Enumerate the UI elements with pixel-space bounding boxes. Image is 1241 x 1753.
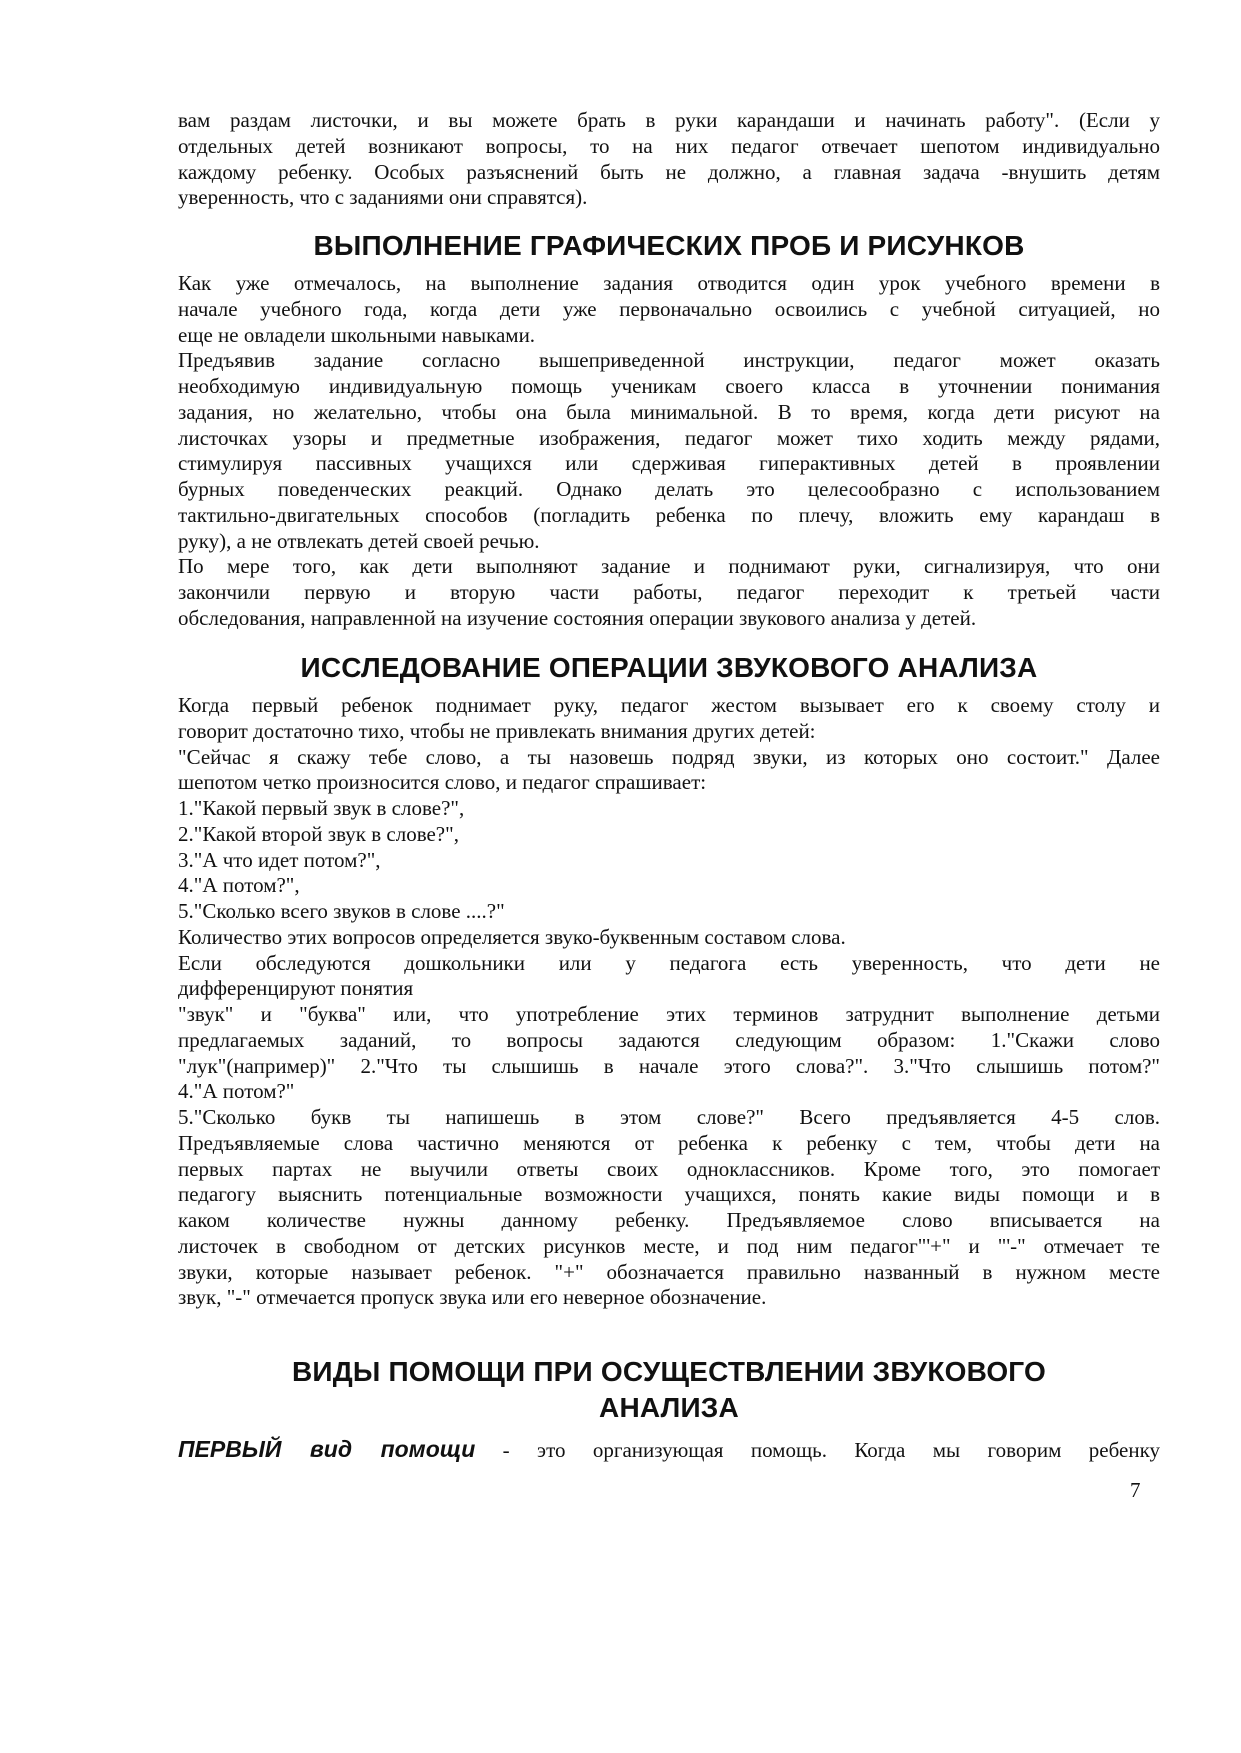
text-line: 2."Какой второй звук в слове?", — [178, 821, 459, 846]
text-line: 4."А потом?" — [178, 1079, 295, 1104]
section-heading-help-types-2: АНАЛИЗА — [599, 1392, 739, 1423]
text-line: листочек в свободном от детских рисунков месте, и под ним педагог"'+" и "'-" отмечает те — [178, 1233, 1160, 1258]
text-line: дифференцируют понятия — [178, 976, 414, 1001]
text-line: руку), а не отвлекать детей своей речью. — [178, 528, 540, 553]
text-line: листочках узоры и предметные изображения, педагог может тихо ходить между рядами, — [178, 425, 1160, 450]
text-line: вам раздам листочки, и вы можете брать в руки карандаши и начинать работу". (Если у — [178, 108, 1160, 132]
text-line: уверенность, что с заданиями они справятся). — [178, 185, 588, 210]
text-line: "Сейчас я скажу тебе слово, а ты назовешь подряд звуки, из которых оно состоит." Далее — [178, 744, 1160, 769]
intro-paragraph — [178, 108, 1160, 211]
text-line: говорит достаточно тихо, чтобы не привлекать внимания других детей: — [178, 718, 816, 743]
text-line: бурных поведенческих реакций. Однако делать это целесообразно с использованием — [178, 477, 1160, 501]
text-line: Количество этих вопросов определяется звуко-буквенным составом слова. — [178, 924, 846, 949]
first-help-type-label: ПЕРВЫЙ вид помощи — [178, 1436, 476, 1462]
text-line: тактильно-двигательных способов (погладить ребенка по плечу, вложить ему карандаш в — [178, 502, 1160, 527]
text-line: Когда первый ребенок поднимает руку, педагог жестом вызывает его к своему столу и — [178, 693, 1160, 717]
text-line: Предъявив задание согласно вышеприведенной инструкции, педагог может оказать — [178, 348, 1160, 373]
text-line: еще не овладели школьными навыками. — [178, 322, 536, 347]
text-line: 5."Сколько всего звуков в слове ....?" — [178, 899, 505, 923]
text-line: начале учебного года, когда дети уже первоначально освоились с учебной ситуацией, но — [178, 296, 1160, 321]
section1-text — [178, 271, 1160, 632]
text-line: обследования, направленной на изучение состояния операции звукового анализа у детей. — [178, 605, 977, 630]
text-line: Как уже отмечалось, на выполнение задания отводится один урок учебного времени в — [178, 271, 1160, 295]
section3-first-line — [178, 1434, 1160, 1464]
text-line: 1."Какой первый звук в слове?", — [178, 796, 465, 820]
section-heading-help-types-1: ВИДЫ ПОМОЩИ ПРИ ОСУЩЕСТВЛЕНИИ ЗВУКОВОГО — [292, 1356, 1046, 1387]
text-line: шепотом четко произносится слово, и педагог спрашивает: — [178, 770, 707, 795]
text-line: звук, "-" отмечается пропуск звука или его неверное обозначение. — [178, 1285, 767, 1310]
first-help-type-text: - это организующая помощь. Когда мы говорим ребенку — [475, 1438, 1160, 1462]
text-line: первых партах не выучили ответы своих одноклассников. Кроме того, это помогает — [178, 1156, 1160, 1181]
text-line: 3."А что идет потом?", — [178, 847, 381, 872]
text-line: задания, но желательно, чтобы она была минимальной. В то время, когда дети рисуют на — [178, 399, 1160, 424]
text-line: отдельных детей возникают вопросы, то на них педагог отвечает шепотом индивидуально — [178, 133, 1160, 158]
text-line: педагогу выяснить потенциальные возможности учащихся, понять какие виды помощи и в — [178, 1182, 1160, 1207]
text-line: звуки, которые называет ребенок. "+" обозначается правильно названный в нужном месте — [178, 1259, 1160, 1284]
text-line: каком количестве нужны данному ребенку. Предъявляемое слово вписывается на — [178, 1208, 1160, 1232]
section-heading-graphic-tests: ВЫПОЛНЕНИЕ ГРАФИЧЕСКИХ ПРОБ И РИСУНКОВ — [313, 230, 1025, 261]
section2-text — [178, 693, 1160, 1311]
text-line: По мере того, как дети выполняют задание и поднимают руки, сигнализируя, что они — [178, 554, 1160, 579]
text-line: 5."Сколько букв ты напишешь в этом слове?" Всего предъявляется 4-5 слов. — [178, 1105, 1160, 1129]
text-line: "лук"(например)" 2."Что ты слышишь в начале этого слова?". 3."Что слышишь потом?" — [178, 1053, 1160, 1078]
text-line: каждому ребенку. Особых разъяснений быть не должно, а главная задача -внушить детям — [178, 159, 1160, 184]
text-line: Если обследуются дошкольники или у педагога есть уверенность, что дети не — [178, 950, 1160, 975]
text-line: предлагаемых заданий, то вопросы задаются следующим образом: 1."Скажи слово — [178, 1027, 1160, 1052]
text-line: 4."А потом?", — [178, 873, 300, 898]
text-line: стимулируя пассивных учащихся или сдерживая гиперактивных детей в проявлении — [178, 451, 1160, 476]
section-heading-sound-analysis: ИССЛЕДОВАНИЕ ОПЕРАЦИИ ЗВУКОВОГО АНАЛИЗА — [300, 652, 1038, 683]
text-line: закончили первую и вторую части работы, педагог переходит к третьей части — [178, 580, 1160, 604]
text-line: "звук" и "буква" или, что употребление этих терминов затруднит выполнение детьми — [178, 1002, 1160, 1026]
text-line: Предъявляемые слова частично меняются от ребенка к ребенку с тем, чтобы дети на — [178, 1130, 1160, 1155]
page-number: 7 — [1130, 1478, 1141, 1502]
text-line: необходимую индивидуальную помощь ученикам своего класса в уточнении понимания — [178, 374, 1160, 398]
